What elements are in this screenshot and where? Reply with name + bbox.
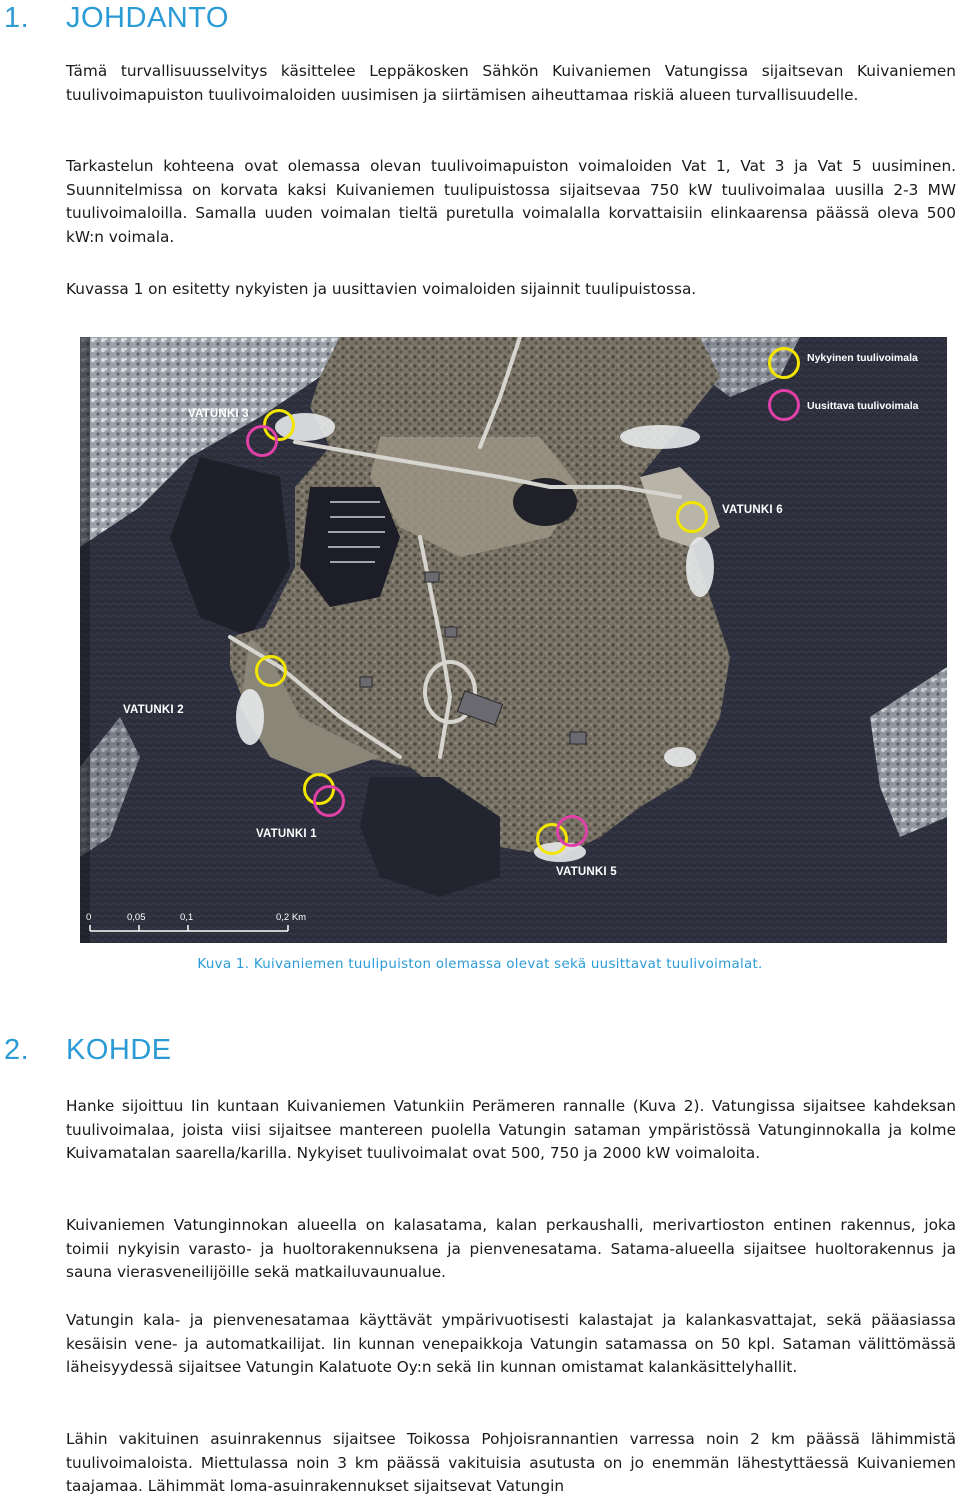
map-image — [80, 337, 947, 943]
paragraph: Tarkastelun kohteena ovat olemassa olevan tuulivoimapuiston voimaloiden Vat 1, Vat 3 ja Vat 5 uusiminen. Suunnitelmissa on korvata kaksi Kuivaniemen tuulipuistossa sijaitsevaa 750 kW tuulivoimalaa uusilla 2-3 MW tuulivoimaloilla. Samalla uuden voimalan tieltä puretulla voimalalla korvattaisiin elinkaarensa päässä oleva 500 kW:n voimala. — [66, 157, 956, 246]
legend-renewed-label: Uusittava tuulivoimala — [807, 400, 919, 412]
paragraph: Vatungin kala- ja pienvenesatamaa käyttävät ympärivuotisesti kalastajat ja kalankasvattajat, sekä pääasiassa kesäisin vene- ja automatkailijat. Iin kunnan venepaikkoja Vatungin satamassa on 50 kpl. Sataman välittömässä läheisyydessä sijaitsee Vatungin Kalatuote Oy:n sekä Iin kunnan omistamat kalankäsittelyhallit. — [66, 1311, 956, 1377]
section-number: 1. — [4, 2, 30, 34]
paragraph: Kuvassa 1 on esitetty nykyisten ja uusittavien voimaloiden sijainnit tuulipuistossa. — [66, 280, 697, 298]
paragraph: Tämä turvallisuusselvitys käsittelee Leppäkosken Sähkön Kuivaniemen Vatungissa sijaitsevan Kuivaniemen tuulivoimapuiston tuulivoimaloiden uusimisen ja siirtämisen aiheuttamaa riskiä alueen turvallisuudelle. — [66, 62, 956, 104]
legend-renewed-ring — [768, 389, 800, 421]
label-vatunki3: VATUNKI 3 — [188, 408, 249, 420]
label-vatunki5: VATUNKI 5 — [556, 866, 617, 878]
section-title: KOHDE — [66, 1034, 172, 1066]
legend-current-ring — [768, 347, 800, 379]
section-heading-1 — [4, 2, 229, 35]
paragraph: Kuivaniemen Vatunginnokan alueella on kalasatama, kalan perkaushalli, merivartioston entinen rakennus, joka toimii nykyisin varasto- ja huoltorakennuksena ja pienvenesatama. Satama-alueella sijaitsee huoltorakennus ja sauna vierasveneilijöille sekä matkailuvaunualue. — [66, 1216, 956, 1282]
label-vatunki2: VATUNKI 2 — [123, 704, 184, 716]
paragraph: Hanke sijoittuu Iin kuntaan Kuivaniemen Vatunkiin Perämeren rannalle (Kuva 2). Vatungissa sijaitsee kahdeksan tuulivoimalaa, joista viisi sijaitsee mantereen puolella Vatungin sataman ympäristössä Vatunginnokalla ja kolme Kuivamatalan saarella/karilla. Nykyiset tuulivoimalat ovat 500, 750 ja 2000 kW voimaloita. — [66, 1097, 956, 1163]
scale-label-02: 0,2 Km — [276, 912, 307, 923]
scale-label-01: 0,1 — [180, 912, 194, 923]
paragraph: Lähin vakituinen asuinrakennus sijaitsee Toikossa Pohjoisrannantien varressa noin 2 km päässä lähimmistä tuulivoimaloista. Miettulassa noin 3 km päässä vakituisia asutusta on jo enemmän lähestyttäessä Kuivaniemen taajamaa. Lähimmät loma-asuinrakennukset sijaitsevat Vatungin — [66, 1430, 956, 1496]
legend-current-label: Nykyinen tuulivoimala — [807, 352, 918, 364]
turbine-marker-vatunki2 — [255, 655, 287, 687]
scale-label-005: 0,05 — [127, 912, 146, 923]
figure-caption: Kuva 1. Kuivaniemen tuulipuiston olemassa olevat sekä uusittavat tuulivoimalat. — [197, 957, 763, 972]
section-heading-2 — [4, 1034, 172, 1067]
section-number: 2. — [4, 1034, 30, 1066]
scale-label-0: 0 — [86, 912, 92, 923]
renewal-marker-vatunki5 — [556, 815, 588, 847]
label-vatunki6: VATUNKI 6 — [722, 504, 783, 516]
section-title: JOHDANTO — [66, 2, 229, 34]
turbine-marker-vatunki6 — [676, 501, 708, 533]
renewal-marker-vatunki3 — [246, 425, 278, 457]
renewal-marker-vatunki1 — [313, 785, 345, 817]
label-vatunki1: VATUNKI 1 — [256, 828, 317, 840]
aerial-map — [80, 337, 947, 943]
